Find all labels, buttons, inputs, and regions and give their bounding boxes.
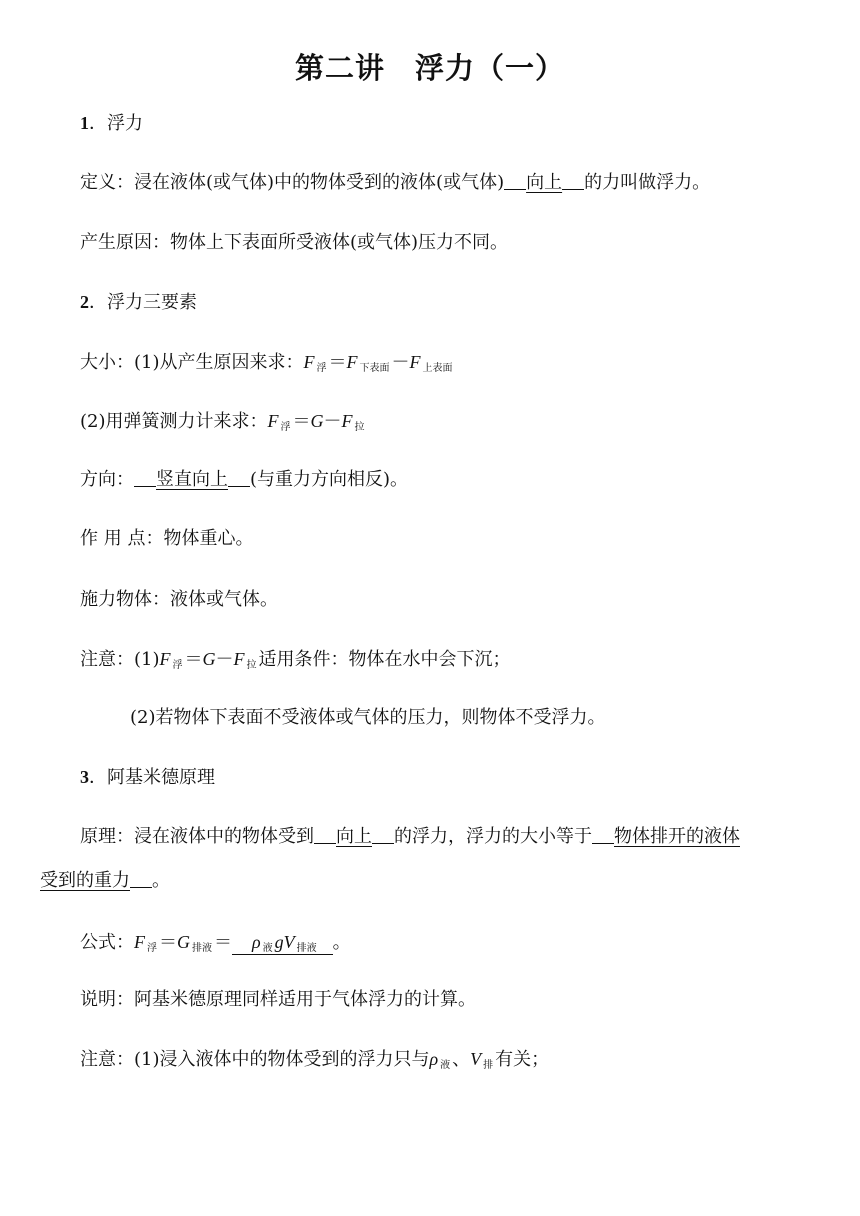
formula-line	[80, 930, 351, 961]
blank	[130, 869, 152, 888]
blank	[592, 825, 614, 844]
formula-symbol: F	[409, 352, 421, 372]
principle-text-mid: 的浮力，浮力的大小等于	[394, 826, 592, 847]
separator: 、	[452, 1049, 471, 1070]
formula-label: 公式：	[80, 932, 134, 953]
formula-symbol: V	[283, 932, 295, 952]
principle-line-2	[40, 869, 170, 893]
formula-symbol: F	[267, 411, 279, 431]
note-text: 注意：(1)浸入液体中的物体受到的浮力只与	[80, 1049, 430, 1070]
formula-subscript: 浮	[316, 363, 327, 374]
principle-answer-2: 物体排开的液体	[614, 826, 740, 847]
cause-line: 产生原因：物体上下表面所受液体(或气体)压力不同。	[80, 232, 509, 253]
explanation-line: 说明：阿基米德原理同样适用于气体浮力的计算。	[80, 989, 476, 1010]
section-3-heading	[80, 765, 215, 790]
formula-operator: －	[215, 649, 234, 670]
direction-answer: 竖直向上	[156, 469, 228, 490]
note-line-1	[80, 647, 511, 678]
principle-answer-1: 向上	[336, 826, 372, 847]
definition-text-end: 的力叫做浮力。	[584, 172, 711, 193]
formula-subscript: 浮	[172, 660, 183, 671]
formula-subscript: 上表面	[422, 363, 453, 374]
formula-answer	[232, 932, 333, 955]
formula-operator: －	[323, 411, 342, 432]
formula-symbol: F	[346, 352, 358, 372]
formula-symbol: ρ	[429, 1049, 439, 1069]
blank	[319, 932, 333, 950]
formula-symbol: G	[310, 411, 324, 431]
blank	[562, 171, 584, 190]
magnitude-line-1	[80, 350, 455, 381]
formula-subscript: 排液	[192, 943, 212, 954]
formula-subscript: 下表面	[359, 363, 390, 374]
formula-operator: －	[391, 352, 410, 373]
formula-subscript: 液	[440, 1060, 451, 1071]
magnitude-text: 大小：(1)从产生原因来求：	[80, 352, 304, 373]
note-line-2: (2)若物体下表面不受液体或气体的压力，则物体不受浮力。	[130, 707, 606, 728]
section-title: ．阿基米德原理	[89, 767, 215, 788]
formula-symbol: g	[274, 932, 284, 952]
formula-symbol: F	[341, 411, 353, 431]
formula-operator: ＝	[328, 352, 347, 373]
note-line-3	[80, 1047, 549, 1078]
formula-subscript: 排	[483, 1060, 494, 1071]
formula-operator: ＝	[214, 932, 232, 953]
direction-text: 方向：	[80, 469, 134, 490]
note-text-end: 有关；	[495, 1049, 550, 1070]
blank	[134, 468, 156, 487]
definition-line	[80, 171, 710, 195]
blank	[314, 825, 336, 844]
formula-operator: ＝	[292, 411, 311, 432]
section-2-heading	[80, 290, 197, 315]
principle-line-1	[80, 825, 740, 849]
note-text: 注意：(1)	[80, 649, 160, 670]
principle-answer-2-cont: 受到的重力	[40, 870, 130, 891]
blank	[372, 825, 394, 844]
formula-symbol: ρ	[252, 932, 261, 952]
formula-subscript: 浮	[280, 422, 291, 433]
definition-text: 定义：浸在液体(或气体)中的物体受到的液体(或气体)	[80, 172, 505, 193]
agent-line: 施力物体：液体或气体。	[80, 589, 278, 610]
formula-subscript: 排液	[296, 943, 317, 954]
principle-text-end: 。	[152, 870, 170, 891]
section-number: 3	[80, 767, 89, 787]
magnitude-line-2	[80, 409, 367, 440]
formula-operator: ＝	[184, 649, 203, 670]
formula-subscript: 浮	[147, 943, 157, 954]
formula-subscript: 拉	[354, 422, 365, 433]
page-title: 第二讲 浮力（一）	[294, 51, 565, 85]
principle-text: 原理：浸在液体中的物体受到	[80, 826, 314, 847]
formula-symbol: V	[470, 1049, 482, 1069]
blank	[232, 932, 252, 950]
note-text-end: 适用条件：物体在水中会下沉；	[258, 649, 511, 670]
formula-symbol: G	[202, 649, 216, 669]
formula-subscript: 拉	[246, 660, 257, 671]
formula-symbol: F	[134, 932, 145, 952]
definition-answer: 向上	[526, 172, 563, 193]
formula-symbol: G	[177, 932, 190, 952]
section-number: 1	[80, 113, 89, 133]
section-title: ．浮力三要素	[89, 292, 197, 313]
formula-symbol: F	[303, 352, 315, 372]
blank	[504, 171, 526, 190]
formula-period: 。	[332, 932, 351, 953]
section-title: ．浮力	[89, 113, 143, 134]
direction-text-end: (与重力方向相反)。	[250, 469, 409, 490]
section-1-heading	[80, 111, 143, 136]
formula-symbol: F	[233, 649, 245, 669]
direction-line	[80, 468, 408, 492]
blank	[228, 468, 250, 487]
section-number: 2	[80, 292, 89, 312]
magnitude-text: (2)用弹簧测力计来求：	[80, 411, 268, 432]
formula-symbol: F	[159, 649, 171, 669]
formula-operator: ＝	[159, 932, 177, 953]
application-point-line: 作 用 点：物体重心。	[80, 528, 254, 549]
formula-subscript: 液	[262, 943, 273, 954]
